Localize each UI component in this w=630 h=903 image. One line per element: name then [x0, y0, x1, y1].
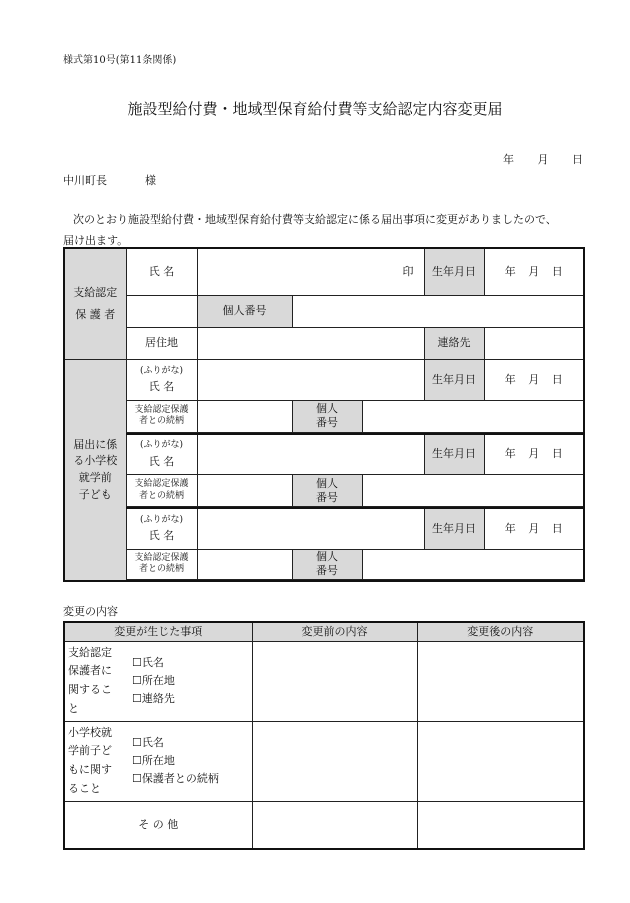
child1-relation-field[interactable]	[197, 400, 292, 432]
child3-name-field[interactable]	[197, 508, 424, 549]
child1-number-field[interactable]	[362, 400, 584, 432]
child2-relation-label: 支給認定保護 者との続柄	[126, 475, 197, 507]
child3-number-label: 個人 番号	[292, 549, 362, 579]
child-address-checkbox[interactable]: ☐所在地	[132, 754, 175, 768]
child-change-options	[130, 721, 252, 801]
date-year: 年	[503, 153, 514, 166]
guardian-residence-label: 居住地	[126, 327, 197, 359]
seal-mark: 印	[402, 264, 414, 278]
guardian-number-spacer	[126, 295, 197, 327]
child-relation-checkbox[interactable]: ☐保護者との続柄	[132, 771, 219, 785]
changes-heading: 変更の内容	[63, 605, 118, 618]
child2-name-label: (ふりがな) 氏 名	[126, 434, 197, 475]
intro-text-line2: 届け出ます。	[63, 234, 129, 247]
date-day: 日	[572, 153, 583, 166]
children-section-label: 届出に係 る小学校 就学前 子ども	[64, 359, 126, 581]
child2-relation-field[interactable]	[197, 475, 292, 507]
child-change-group: 小学校就 学前子ど もに関す ること	[64, 721, 130, 801]
child2-birthdate-field[interactable]: 年 月 日	[484, 434, 584, 475]
guardian-name-label: 氏 名	[126, 248, 197, 295]
child3-birthdate-field[interactable]: 年 月 日	[484, 508, 584, 549]
guardian-change-group: 支給認定 保護者に 関するこ と	[64, 641, 130, 721]
child3-relation-label: 支給認定保護 者との続柄	[126, 549, 197, 579]
addressee: 中川町長	[63, 174, 107, 187]
guardian-residence-field[interactable]	[197, 327, 424, 359]
child3-name-label: (ふりがな) 氏 名	[126, 508, 197, 549]
child1-birthdate-field[interactable]: 年 月 日	[484, 359, 584, 400]
guardian-after-field[interactable]	[417, 641, 584, 721]
guardian-birthdate-label: 生年月日	[424, 248, 484, 295]
honorific: 様	[145, 174, 156, 187]
guardian-name-field[interactable]	[197, 248, 424, 295]
date-month: 月	[537, 153, 549, 166]
guardian-contact-label: 連絡先	[424, 327, 484, 359]
child3-relation-field[interactable]	[197, 549, 292, 579]
child2-birthdate-label: 生年月日	[424, 434, 484, 475]
child1-name-label: (ふりがな) 氏 名	[126, 359, 197, 400]
child1-number-label: 個人 番号	[292, 400, 362, 432]
other-after-field[interactable]	[417, 801, 584, 849]
col-after: 変更後の内容	[417, 622, 584, 641]
col-before: 変更前の内容	[252, 622, 417, 641]
guardian-section-label: 支給認定 保 護 者	[64, 248, 126, 359]
child2-number-label: 個人 番号	[292, 475, 362, 507]
child3-number-field[interactable]	[362, 549, 584, 579]
child1-name-field[interactable]	[197, 359, 424, 400]
submission-date[interactable]	[503, 151, 583, 167]
other-label: そ の 他	[64, 801, 252, 849]
form-number: 様式第10号(第11条関係)	[63, 55, 177, 66]
guardian-before-field[interactable]	[252, 641, 417, 721]
child1-relation-label: 支給認定保護 者との続柄	[126, 400, 197, 432]
guardian-contact-field[interactable]	[484, 327, 584, 359]
page-title: 施設型給付費・地域型保育給付費等支給認定内容変更届	[127, 100, 503, 118]
changes-table	[63, 621, 585, 850]
guardian-children-table	[63, 247, 585, 582]
guardian-contact-checkbox[interactable]: ☐連絡先	[132, 691, 175, 705]
child-after-field[interactable]	[417, 721, 584, 801]
guardian-number-label: 個人番号	[197, 295, 292, 327]
child2-number-field[interactable]	[362, 475, 584, 507]
other-before-field[interactable]	[252, 801, 417, 849]
child1-birthdate-label: 生年月日	[424, 359, 484, 400]
guardian-address-checkbox[interactable]: ☐所在地	[132, 674, 175, 688]
col-changed-item: 変更が生じた事項	[64, 622, 252, 641]
intro-text-line1: 次のとおり施設型給付費・地域型保育給付費等支給認定に係る届出事項に変更がありましたので、	[73, 213, 557, 226]
child-name-checkbox[interactable]: ☐氏名	[132, 736, 164, 750]
guardian-number-field[interactable]	[292, 295, 584, 327]
guardian-change-options	[130, 641, 252, 721]
guardian-birthdate-field[interactable]: 年 月 日	[484, 248, 584, 295]
child-before-field[interactable]	[252, 721, 417, 801]
child2-name-field[interactable]	[197, 434, 424, 475]
guardian-name-checkbox[interactable]: ☐氏名	[132, 656, 164, 670]
child3-birthdate-label: 生年月日	[424, 508, 484, 549]
